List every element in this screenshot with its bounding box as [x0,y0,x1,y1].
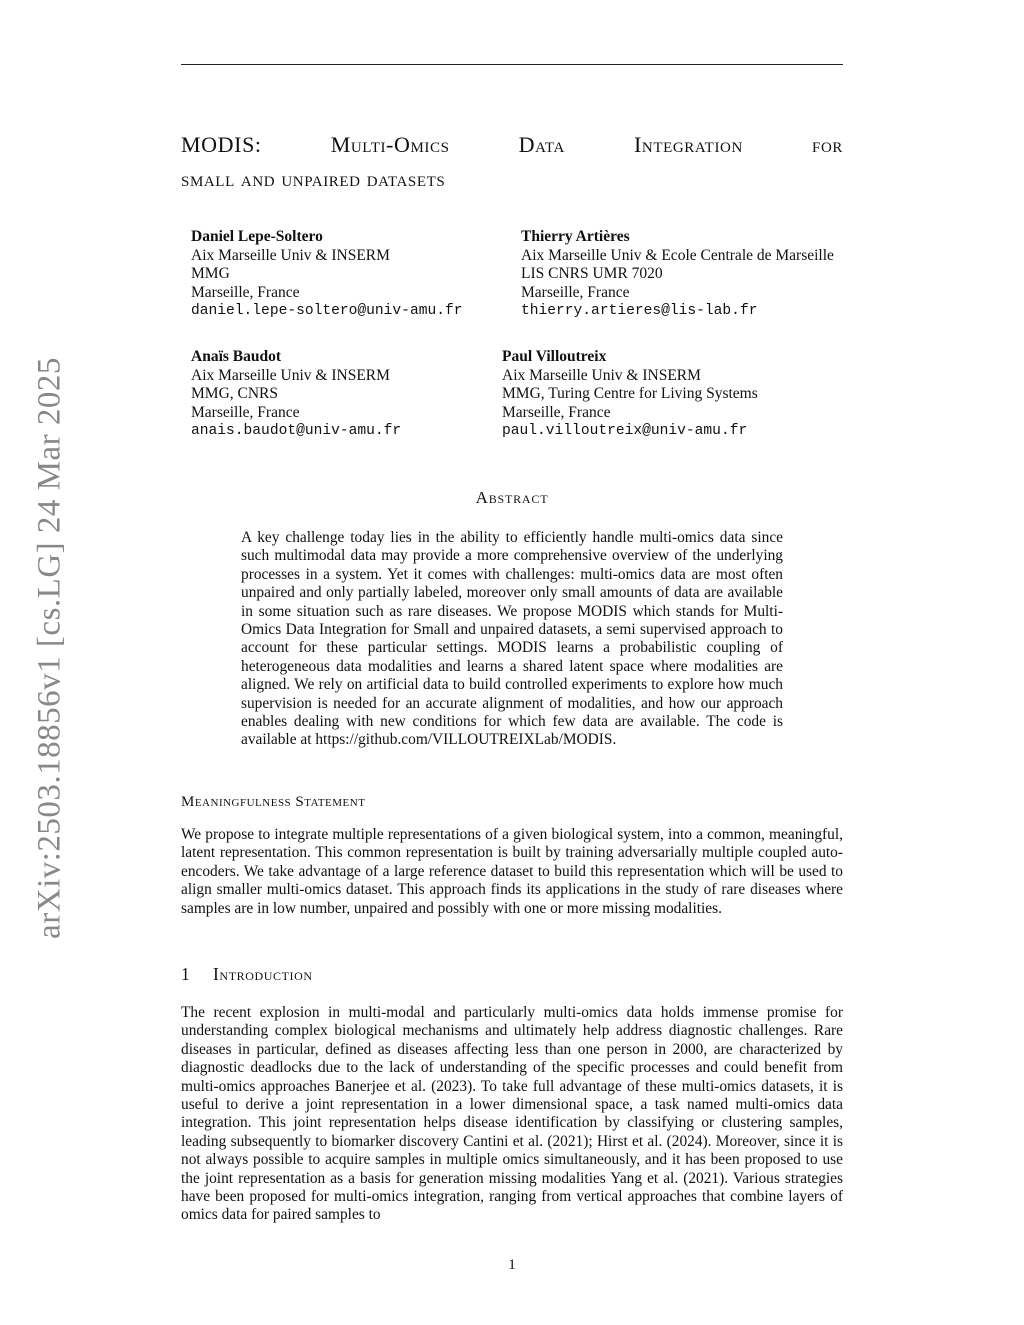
abstract-heading: Abstract [475,488,549,507]
author-location: Marseille, France [521,283,630,301]
introduction-text: The recent explosion in multi-modal and particularly multi-omics data holds immense promise for understanding complex biological mechanisms and ultimately help address diagnostic challenges. Rare diseases in particular, defined as diseases affecting less than one person in 2000, are characterized by diagnostic deadlocks due to the lack of understanding of the specific processes and could benefit from multi-omics approaches Banerjee et al. (2023). To take full advantage of these multi-omics datasets, it is useful to derive a joint representation in a lower dimensional space, a task named multi-omics data integration. This joint representation helps disease identification by classifying or clustering samples, leading subsequently to biomarker discovery Cantini et al. (2021); Hirst et al. (2024). Moreover, since it is not always possible to acquire samples in multiple omics simultaneously, and it has been proposed to use the joint representation as a basis for generation missing modalities Yang et al. (2021). Various strategies have been proposed for multi-omics integration, ranging from vertical approaches that combine layers of omics data for paired samples to [181,1004,843,1224]
title-line-1: MODIS: Multi-Omics Data Integration for [181,132,843,157]
section-number: 1 [181,964,191,984]
introduction-heading [181,964,313,985]
author-block [191,228,463,321]
author-department: MMG, Turing Centre for Living Systems [502,385,758,403]
paper-title [181,128,843,196]
author-location: Marseille, France [191,283,300,301]
author-block [521,228,834,321]
author-location: Marseille, France [191,403,300,421]
author-name: Thierry Artières [521,228,630,245]
page-number: 1 [508,1257,516,1273]
author-affiliation: Aix Marseille Univ & INSERM [191,366,390,384]
author-department: MMG, CNRS [191,385,278,403]
author-email[interactable]: thierry.artieres@lis-lab.fr [521,303,758,320]
author-block [502,348,758,441]
author-block [191,348,401,441]
meaningfulness-heading: Meaningfulness Statement [181,794,366,810]
author-email[interactable]: daniel.lepe-soltero@univ-amu.fr [191,303,463,320]
author-department: MMG [191,265,230,283]
author-name: Anaïs Baudot [191,348,282,365]
abstract-text: A key challenge today lies in the ability to efficiently handle multi-omics data since such multimodal data may provide a more comprehensive overview of the underlying processes in a system. Yet it comes with challenges: multi-omics data are most often unpaired and only partially labeled, moreover only small amounts of data are available in some situation such as rare diseases. We propose MODIS which stands for Multi-Omics Data Integration for Small and unpaired datasets, a semi supervised approach to account for these particular settings. MODIS learns a probabilistic coupling of heterogeneous data modalities and learns a shared latent space where modalities are aligned. We rely on artificial data to build controlled experiments to explore how much supervision is needed for an accurate alignment of modalities, and how our approach enables dealing with new conditions for which few data are available. The code is available at https://github.com/VILLOUTREIXLab/MODIS. [241,529,783,749]
author-department: LIS CNRS UMR 7020 [521,265,663,283]
title-line-2: small and unpaired datasets [181,166,446,191]
arxiv-identifier-text: arXiv:2503.18856v1 [cs.LG] 24 Mar 2025 [31,357,68,939]
meaningfulness-text: We propose to integrate multiple representations of a given biological system, into a common, meaningful, latent representation. This common representation is built by training adversarially multiple coupled auto-encoders. We take advantage of a large reference dataset to build this representation which will be used to align smaller multi-omics dataset. This approach finds its applications in the study of rare diseases where samples are in low number, unpaired and possibly with one or more missing modalities. [181,826,843,917]
author-email[interactable]: paul.villoutreix@univ-amu.fr [502,423,748,440]
section-title: Introduction [213,964,313,984]
author-email[interactable]: anais.baudot@univ-amu.fr [191,423,402,440]
author-affiliation: Aix Marseille Univ & INSERM [502,366,701,384]
author-name: Paul Villoutreix [502,348,607,365]
author-location: Marseille, France [502,403,611,421]
author-affiliation: Aix Marseille Univ & Ecole Centrale de Marseille [521,246,834,264]
author-name: Daniel Lepe-Soltero [191,228,323,245]
author-affiliation: Aix Marseille Univ & INSERM [191,246,390,264]
top-rule [181,64,843,65]
